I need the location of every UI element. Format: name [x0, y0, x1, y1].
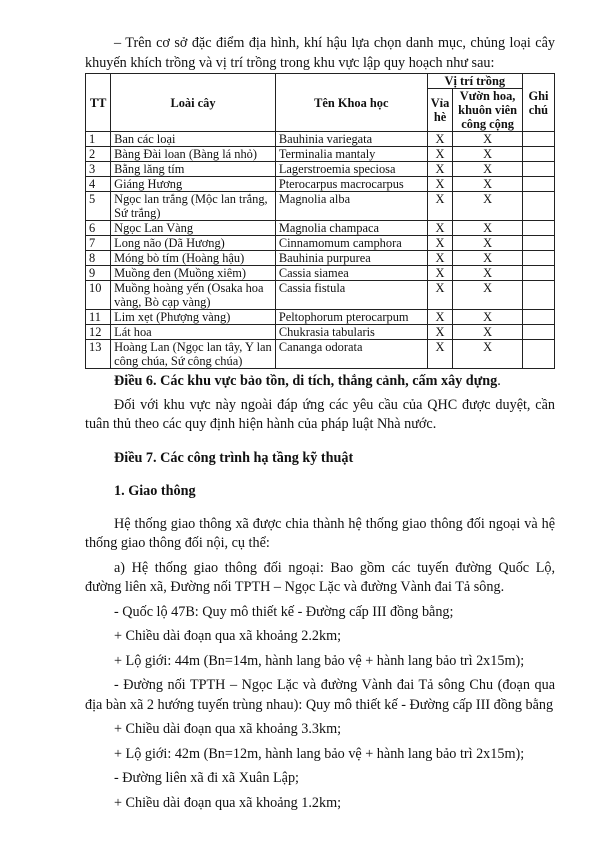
- cell-note: [522, 147, 554, 162]
- article-7-paragraph: + Chiều dài đoạn qua xã khoảng 1.2km;: [114, 794, 342, 811]
- cell-note: [522, 251, 554, 266]
- cell-park: X: [453, 162, 523, 177]
- article-7-paragraph: - Quốc lộ 47B: Quy mô thiết kế - Đường cấp III đồng bằng;: [114, 603, 454, 620]
- table-row: [86, 192, 555, 221]
- document-page: [85, 34, 555, 813]
- article-7-body: [85, 515, 555, 814]
- cell-plant-name: Muồng hoàng yến (Osaka hoa vàng, Bò cạp vàng): [111, 281, 276, 310]
- cell-scientific-name: Cassia fistula: [275, 281, 427, 310]
- cell-note: [522, 221, 554, 236]
- table-row: [86, 132, 555, 147]
- article-7-paragraph: + Lộ giới: 42m (Bn=12m, hành lang bảo vệ + hành lang bảo trì 2x15m);: [114, 745, 525, 762]
- header-location-group: Vị trí trồng: [427, 74, 522, 89]
- cell-plant-name: Lát hoa: [111, 325, 276, 340]
- cell-park: X: [453, 221, 523, 236]
- cell-scientific-name: Magnolia champaca: [275, 221, 427, 236]
- article-7-title: Điều 7. Các công trình hạ tầng kỹ thuật: [114, 449, 354, 466]
- cell-tt: 3: [86, 162, 111, 177]
- cell-scientific-name: Bauhinia variegata: [275, 132, 427, 147]
- cell-plant-name: Móng bò tím (Hoàng hậu): [111, 251, 276, 266]
- table-row: [86, 310, 555, 325]
- cell-note: [522, 236, 554, 251]
- table-row: [86, 340, 555, 369]
- header-scientific: Tên Khoa học: [275, 74, 427, 132]
- cell-tt: 8: [86, 251, 111, 266]
- table-row: [86, 281, 555, 310]
- cell-tt: 12: [86, 325, 111, 340]
- article-6-title-end: .: [497, 373, 501, 389]
- cell-park: X: [453, 281, 523, 310]
- article-7-paragraph: a) Hệ thống giao thông đối ngoại: Bao gồm các tuyến đường Quốc Lộ, đường liên xã, Đường nối TPTH – Ngọc Lặc và đường Vành đai Tả sông.: [85, 559, 555, 595]
- table-row: [86, 266, 555, 281]
- cell-tt: 2: [86, 147, 111, 162]
- cell-plant-name: Hoàng Lan (Ngọc lan tây, Y lan công chúa, Sứ công chúa): [111, 340, 276, 369]
- article-7-paragraph: - Đường nối TPTH – Ngọc Lặc và đường Vành đai Tả sông Chu (đoạn qua địa bàn xã 2 hướng tuyến trùng nhau): Quy mô thiết kế - Đường cấp III đồng bằng: [85, 677, 555, 713]
- cell-note: [522, 132, 554, 147]
- cell-plant-name: Bàng Đài loan (Bàng lá nhỏ): [111, 147, 276, 162]
- cell-via-he: X: [427, 177, 453, 192]
- cell-plant-name: Giáng Hương: [111, 177, 276, 192]
- cell-park: X: [453, 147, 523, 162]
- table-row: [86, 162, 555, 177]
- table-row: [86, 221, 555, 236]
- header-park: Vườn hoa, khuôn viên công cộng: [453, 89, 523, 132]
- cell-note: [522, 340, 554, 369]
- cell-park: X: [453, 177, 523, 192]
- plant-table-body: [86, 132, 555, 369]
- cell-park: X: [453, 236, 523, 251]
- cell-park: X: [453, 266, 523, 281]
- cell-park: X: [453, 340, 523, 369]
- plant-table: [85, 73, 555, 369]
- cell-tt: 1: [86, 132, 111, 147]
- cell-tt: 6: [86, 221, 111, 236]
- cell-park: X: [453, 192, 523, 221]
- cell-scientific-name: Peltophorum pterocarpum: [275, 310, 427, 325]
- table-row: [86, 325, 555, 340]
- cell-via-he: X: [427, 325, 453, 340]
- cell-tt: 10: [86, 281, 111, 310]
- cell-park: X: [453, 251, 523, 266]
- article-6-body: Đối với khu vực này ngoài đáp ứng các yêu cầu của QHC được duyệt, cần tuân thủ theo các quy định hiện hành của pháp luật Nhà nước.: [85, 396, 555, 432]
- cell-scientific-name: Magnolia alba: [275, 192, 427, 221]
- cell-via-he: X: [427, 192, 453, 221]
- cell-scientific-name: Cinnamomum camphora: [275, 236, 427, 251]
- table-row: [86, 177, 555, 192]
- cell-via-he: X: [427, 221, 453, 236]
- cell-note: [522, 162, 554, 177]
- cell-park: X: [453, 132, 523, 147]
- cell-scientific-name: Cananga odorata: [275, 340, 427, 369]
- cell-via-he: X: [427, 251, 453, 266]
- cell-note: [522, 310, 554, 325]
- cell-tt: 7: [86, 236, 111, 251]
- table-row: [86, 251, 555, 266]
- table-row: [86, 236, 555, 251]
- cell-scientific-name: Bauhinia purpurea: [275, 251, 427, 266]
- cell-tt: 11: [86, 310, 111, 325]
- article-7-paragraph: - Đường liên xã đi xã Xuân Lập;: [114, 770, 299, 786]
- header-name: Loài cây: [111, 74, 276, 132]
- cell-scientific-name: Terminalia mantaly: [275, 147, 427, 162]
- cell-via-he: X: [427, 340, 453, 369]
- cell-via-he: X: [427, 266, 453, 281]
- cell-plant-name: Muồng đen (Muồng xiêm): [111, 266, 276, 281]
- cell-via-he: X: [427, 162, 453, 177]
- cell-scientific-name: Pterocarpus macrocarpus: [275, 177, 427, 192]
- header-tt: TT: [86, 74, 111, 132]
- cell-via-he: X: [427, 132, 453, 147]
- cell-via-he: X: [427, 281, 453, 310]
- article-7-paragraph: + Lộ giới: 44m (Bn=14m, hành lang bảo vệ + hành lang bảo trì 2x15m);: [114, 652, 525, 669]
- article-6-title: [85, 372, 555, 392]
- cell-note: [522, 177, 554, 192]
- article-6-title-text: Điều 6. Các khu vực bảo tồn, di tích, thắng cảnh, cấm xây dựng: [114, 373, 498, 389]
- cell-via-he: X: [427, 147, 453, 162]
- article-7-paragraph: + Chiều dài đoạn qua xã khoảng 3.3km;: [114, 721, 342, 737]
- cell-tt: 9: [86, 266, 111, 281]
- article-7-paragraph: + Chiều dài đoạn qua xã khoảng 2.2km;: [114, 628, 342, 644]
- intro-paragraph: – Trên cơ sở đặc điểm địa hình, khí hậu lựa chọn danh mục, chủng loại cây khuyến khích trồng và vị trí trồng trong khu vực lập quy hoạch như sau:: [85, 35, 555, 71]
- cell-plant-name: Ban các loại: [111, 132, 276, 147]
- cell-note: [522, 281, 554, 310]
- cell-tt: 13: [86, 340, 111, 369]
- cell-note: [522, 192, 554, 221]
- cell-tt: 5: [86, 192, 111, 221]
- cell-park: X: [453, 310, 523, 325]
- cell-park: X: [453, 325, 523, 340]
- cell-plant-name: Ngọc Lan Vàng: [111, 221, 276, 236]
- cell-plant-name: Ngọc lan trắng (Mộc lan trắng, Sứ trắng): [111, 192, 276, 221]
- cell-tt: 4: [86, 177, 111, 192]
- article-7-paragraph: Hệ thống giao thông xã được chia thành hệ thống giao thông đối ngoại và hệ thống giao thông đối nội, cụ thể:: [85, 515, 555, 551]
- cell-note: [522, 325, 554, 340]
- cell-scientific-name: Chukrasia tabularis: [275, 325, 427, 340]
- section-1-title: 1. Giao thông: [114, 483, 196, 499]
- cell-note: [522, 266, 554, 281]
- cell-scientific-name: Lagerstroemia speciosa: [275, 162, 427, 177]
- table-row: [86, 147, 555, 162]
- cell-plant-name: Long não (Dã Hương): [111, 236, 276, 251]
- cell-plant-name: Bằng lăng tím: [111, 162, 276, 177]
- header-note: Ghi chú: [522, 74, 554, 132]
- cell-via-he: X: [427, 236, 453, 251]
- cell-via-he: X: [427, 310, 453, 325]
- cell-scientific-name: Cassia siamea: [275, 266, 427, 281]
- header-via-he: Vỉa hè: [427, 89, 453, 132]
- cell-plant-name: Lim xẹt (Phượng vàng): [111, 310, 276, 325]
